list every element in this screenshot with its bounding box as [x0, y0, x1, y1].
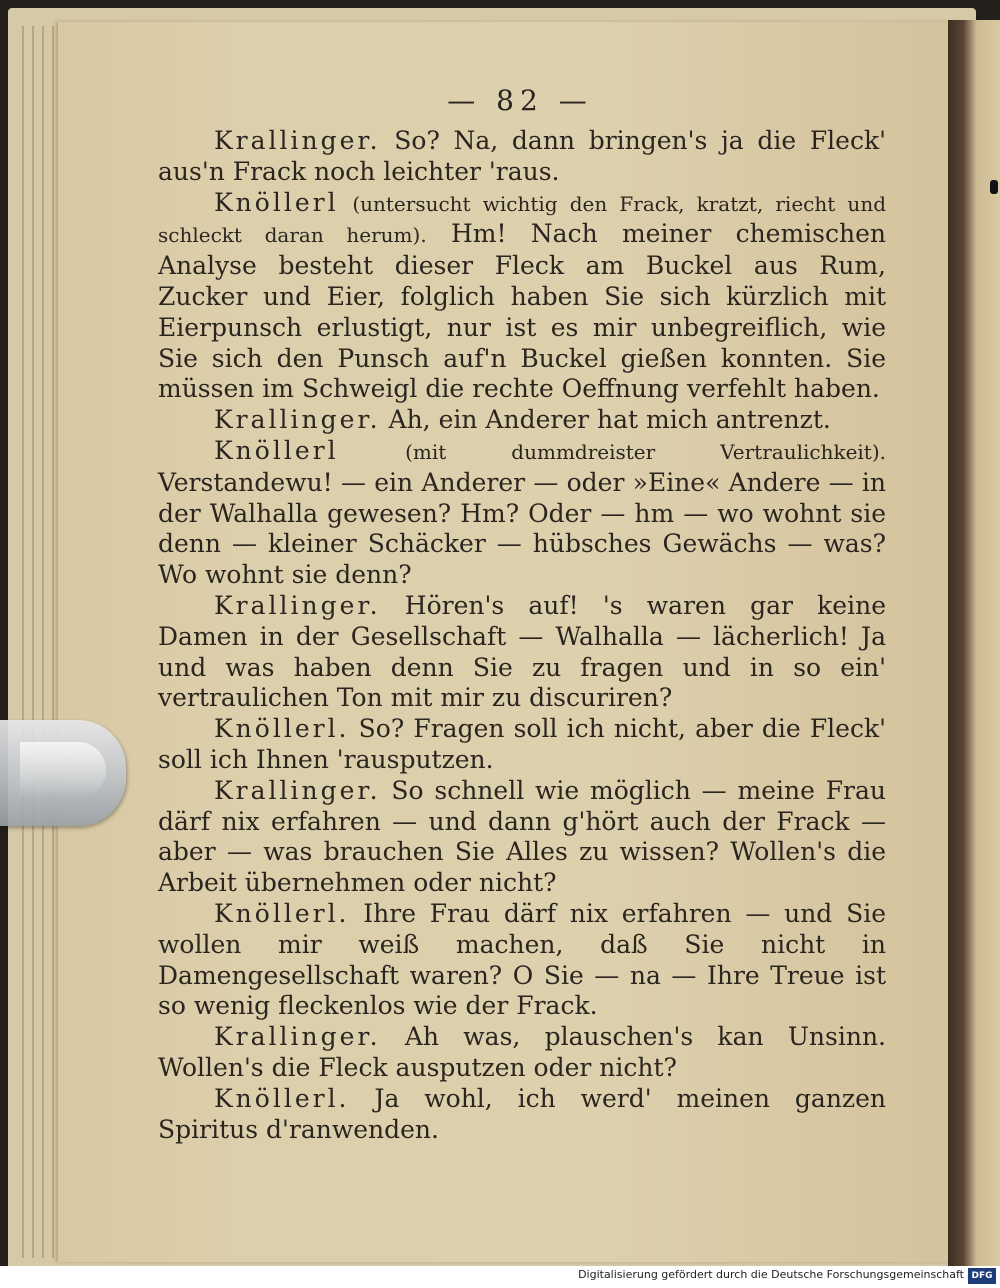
speaker-name: Knöllerl. [214, 1083, 350, 1113]
margin-mark [990, 180, 998, 194]
speaker-name: Krallinger. [214, 1022, 381, 1052]
dialogue-text: Hören's auf! 's waren gar keine Damen in der Gesellschaft — Walhalla — lächerlich! Ja und was haben denn Sie zu fragen und in so ein' vertraulichen Ton mit mir zu discuriren? [158, 590, 886, 713]
page-number: — 82 — [447, 84, 593, 117]
page-edge [52, 26, 54, 1258]
speaker-name: Krallinger. [214, 405, 381, 435]
dialogue-paragraph [158, 126, 886, 188]
speaker-name: Krallinger. [214, 775, 381, 805]
dialogue-text: So? Na, dann bringen's ja die Fleck' aus'n Frack noch leichter 'raus. [158, 126, 886, 186]
dialogue-text: Verstandewu! — ein Anderer — oder »Eine« Andere — in der Walhalla gewesen? Hm? Oder — hm — wo wohnt sie denn — kleiner Schäcker — hübsches Gewächs — was? Wo wohnt sie denn? [158, 467, 886, 590]
dialogue-paragraph [158, 1084, 886, 1146]
speaker-name: Krallinger. [214, 126, 381, 155]
book-gutter [948, 20, 1000, 1270]
speaker-name: Krallinger. [214, 590, 381, 620]
dialogue-text: Ah was, plauschen's kan Unsinn. Wollen's die Fleck ausputzen oder nicht? [158, 1022, 887, 1082]
footer-credit: Digitalisierung gefördert durch die Deutsche Forschungsgemeinschaft [578, 1268, 964, 1281]
dialogue-text: So schnell wie möglich — meine Frau därf nix erfahren — und dann g'hört auch der Frack — aber — was brauchen Sie Alles zu wissen? Wollen's die Arbeit übernehmen oder nicht? [158, 775, 886, 898]
page-edge [42, 26, 44, 1258]
bookmark-shine [20, 742, 106, 798]
dialogue-paragraph [158, 436, 886, 591]
speaker-name: Knöllerl [214, 187, 339, 217]
stage-direction: (untersucht wichtig den Frack, kratzt, riecht und schleckt daran herum). [158, 191, 886, 248]
stage-direction: (mit dummdreister Vertraulichkeit). [405, 439, 886, 464]
speaker-name: Knöllerl [214, 435, 339, 465]
dialogue-paragraph [158, 188, 886, 406]
dialogue-paragraph [158, 591, 886, 714]
dialogue-paragraph [158, 1022, 886, 1084]
dialogue-paragraph [158, 899, 886, 1022]
dialogue-text: So? Fragen soll ich nicht, aber die Fleck' soll ich Ihnen 'rausputzen. [158, 714, 886, 774]
page-text [158, 126, 886, 1145]
dialogue-paragraph [158, 776, 886, 899]
dialogue-text: Ja wohl, ich werd' meinen ganzen Spiritus d'ranwenden. [158, 1083, 887, 1144]
speaker-name: Knöllerl. [214, 714, 350, 744]
dialogue-paragraph [158, 714, 886, 776]
page-edge [22, 26, 24, 1258]
page-edge [32, 26, 34, 1258]
dialogue-text: Ihre Frau därf nix erfahren — und Sie wollen mir weiß machen, daß Sie nicht in Damengesellschaft waren? O Sie — na — Ihre Treue ist so wenig fleckenlos wie der Frack. [158, 898, 886, 1021]
dialogue-paragraph [158, 405, 886, 436]
dialogue-text: Hm! Nach meiner chemischen Analyse besteht dieser Fleck am Buckel aus Rum, Zucker und Eier, folglich haben Sie sich kürzlich mit Eierpunsch erlustigt, nur ist es mir unbegreiflich, wie Sie sich den Punsch auf'n Buckel gießen konnten. Sie müssen im Schweigl die rechte Oeffnung verfehlt haben. [158, 219, 886, 404]
speaker-name: Knöllerl. [214, 898, 350, 928]
dfg-logo: DFG [968, 1268, 996, 1284]
dialogue-text: Ah, ein Anderer hat mich antrenzt. [388, 405, 831, 435]
